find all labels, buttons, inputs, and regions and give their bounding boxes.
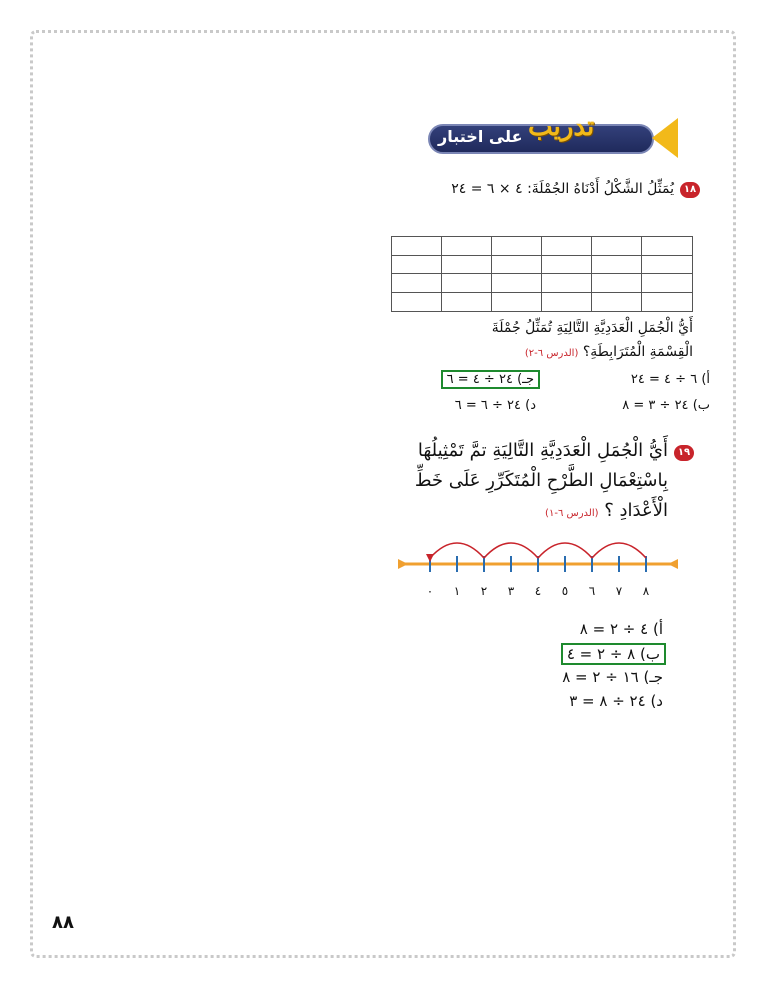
q19-option-b-correct[interactable]: ب) ٨ ÷ ٢ = ٤ xyxy=(561,643,666,665)
tick-label-1: ١ xyxy=(453,584,461,598)
question-19-lesson-ref: (الدرس ٦-١) xyxy=(545,508,599,519)
array-grid-4x6 xyxy=(391,236,693,312)
tick-label-8: ٨ xyxy=(642,584,650,598)
q19-option-d[interactable]: د) ٢٤ ÷ ٨ = ٣ xyxy=(569,692,663,710)
q18-option-c-correct[interactable]: جـ) ٢٤ ÷ ٤ = ٦ xyxy=(441,370,540,389)
tick-label-0: ٠ xyxy=(426,584,434,598)
question-18-number: ١٨ xyxy=(680,182,700,198)
number-line-left-arrow-icon xyxy=(398,559,408,569)
q19-option-a[interactable]: أ) ٤ ÷ ٢ = ٨ xyxy=(579,620,663,638)
q18-option-a[interactable]: أ) ٦ ÷ ٤ = ٢٤ xyxy=(630,372,710,387)
q19-option-c[interactable]: جـ) ١٦ ÷ ٢ = ٨ xyxy=(562,668,663,686)
question-19-number: ١٩ xyxy=(674,445,694,461)
question-18-text-line2: الْقِسْمَةِ الْمُتَرَابِطَةِ؟ (الدرس ٦-٢) xyxy=(524,344,693,360)
test-practice-banner xyxy=(428,112,678,158)
question-19-text-line1: أَيُّ الْجُمَلِ الْعَدَدِيَّةِ التَّالِيَةِ تمَّ تَمْثِيلُهَا xyxy=(417,440,668,461)
question-18-text-line1: أَيُّ الْجُمَلِ الْعَدَدِيَّةِ التَّالِيَةِ تُمَثِّلُ جُمْلَةَ xyxy=(491,320,693,336)
subtraction-jumps xyxy=(430,543,646,558)
tick-label-5: ٥ xyxy=(561,584,569,598)
question-18-lesson-ref: (الدرس ٦-٢) xyxy=(524,348,579,359)
number-line-diagram xyxy=(396,528,680,584)
question-19-text-line2: بِاسْتِعْمَالِ الطَّرْحِ الْمُتَكَرِّرِ عَلَى خَطِّ xyxy=(414,470,668,491)
tick-label-3: ٣ xyxy=(507,584,515,598)
question-18-prompt: يُمَثِّلُ الشَّكْلُ أَدْنَاهُ الجُمْلَةَ: ٤ × ٦ = ٢٤ xyxy=(451,181,674,197)
number-line-right-arrow-icon xyxy=(668,559,678,569)
tick-label-6: ٦ xyxy=(588,584,596,598)
page-number: ٨٨ xyxy=(52,912,74,933)
tick-label-7: ٧ xyxy=(615,584,623,598)
banner-arrow-icon xyxy=(652,118,678,158)
banner-decorative-title: تدريب xyxy=(528,112,595,142)
q18-option-b[interactable]: ب) ٢٤ ÷ ٣ = ٨ xyxy=(622,398,710,413)
page-border xyxy=(30,30,736,958)
jump-arrowhead-icon xyxy=(426,554,434,562)
q18-option-d[interactable]: د) ٢٤ ÷ ٦ = ٦ xyxy=(454,398,536,413)
tick-label-2: ٢ xyxy=(480,584,488,598)
tick-label-4: ٤ xyxy=(534,584,542,598)
banner-subtitle: على اختبار xyxy=(438,127,523,146)
question-19-text-line3: الْأَعْدَادِ ؟ (الدرس ٦-١) xyxy=(545,500,668,521)
